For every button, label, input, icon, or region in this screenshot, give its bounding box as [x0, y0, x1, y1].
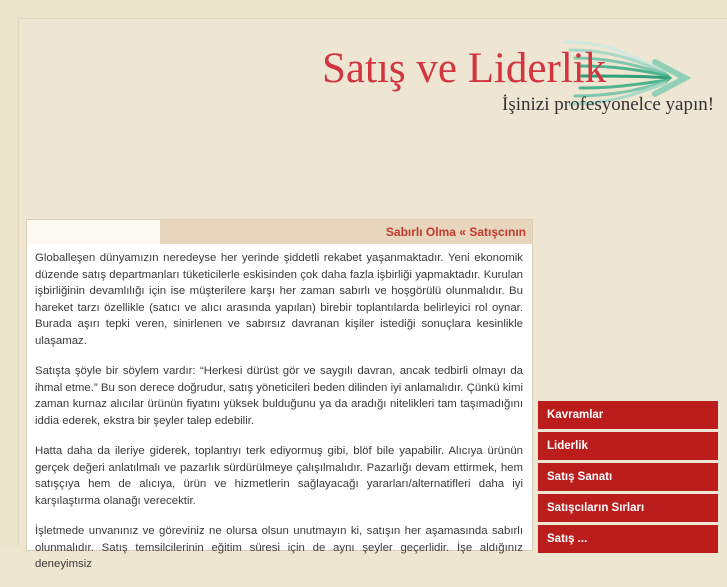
article-paragraph: Satışta şöyle bir söylem vardır: “Herkesi dürüst gör ve saygılı davran, ancak tedbirli olmayı da ihmal etme.” Bu son derece doğrudur, satış yöneticileri beden dilinden iyi anlamalıdır. Çünkü kimi zaman kurnaz alıcılar ürünün fiyatını yüksek bulduğunu ya da aradığı nitelikleri tam taşımadığını iddia ederek, ekstra bir şeyler talep edebilir.	[35, 365, 523, 427]
article-paragraph: Globalleşen dünyamızın neredeyse her yerinde şiddetli rekabet yaşanmaktadır. Yeni ekonomik düzende satış departmanları tüketicilerle eskisinden çok daha fazla işbirliği yapmaktadır. Kurulan işbirliğinin devamlılığı için ise müşterilere karşı her zaman sabırlı ve hoşgörülü olunmalıdır. Bu hareket tarzı özellikle (satıcı ve alıcı arasında yapılan) birebir toplantılarda belirleyici rol oynar. Burada aşırı tepki veren, sinirlenen ve sabırsız davranan kişiler istediği sonuçlara kesinlikle ulaşamaz.	[35, 252, 523, 347]
sidebar-item-kavramlar[interactable]: Kavramlar	[538, 401, 718, 429]
page-top-margin	[0, 0, 727, 18]
page-left-margin	[0, 0, 18, 545]
article-header-left	[27, 220, 160, 244]
article-panel	[26, 219, 533, 570]
breadcrumb-parent[interactable]: Satışcının	[469, 225, 526, 239]
article-body	[35, 250, 523, 587]
breadcrumb	[160, 220, 532, 244]
site-title[interactable]: Satış ve Liderlik	[322, 45, 607, 92]
sidebar-item-satis[interactable]: Satış ...	[538, 525, 718, 553]
article-paragraph: Hatta daha da ileriye giderek, toplantıyı terk ediyormuş gibi, blöf bile yapabilir. Alıcıya ürünün gerçek değeri anlatılmalı ve pazarlık sürdürülmeye çalışılmalıdır. Pazarlığı devam ettirmek, hem satışçıya hem de alıcıya, ürün ve hizmetlerin sağlayacağı yararları/alternatifleri daha iyi karşılaştırma olanağı verecektir.	[35, 445, 523, 507]
breadcrumb-separator: «	[459, 225, 466, 239]
article-paragraph: İşletmede unvanınız ve göreviniz ne olursa olsun unutmayın ki, satışın her aşamasında sabırlı olunmalıdır. Satış temsilcilerinin eğitim süresi için de aynı şeyler geçerlidir. İşe aldığınız deneyimsiz	[35, 525, 523, 570]
sidebar-item-satiscilarin-sirlari[interactable]: Satışcıların Sırları	[538, 494, 718, 522]
sidebar-item-liderlik[interactable]: Liderlik	[538, 432, 718, 460]
site-tagline: İşinizi profesyonelce yapın!	[502, 94, 715, 115]
sidebar-item-satis-sanati[interactable]: Satış Sanatı	[538, 463, 718, 491]
breadcrumb-current[interactable]: Sabırlı Olma	[385, 225, 456, 239]
sidebar-menu	[538, 401, 718, 556]
